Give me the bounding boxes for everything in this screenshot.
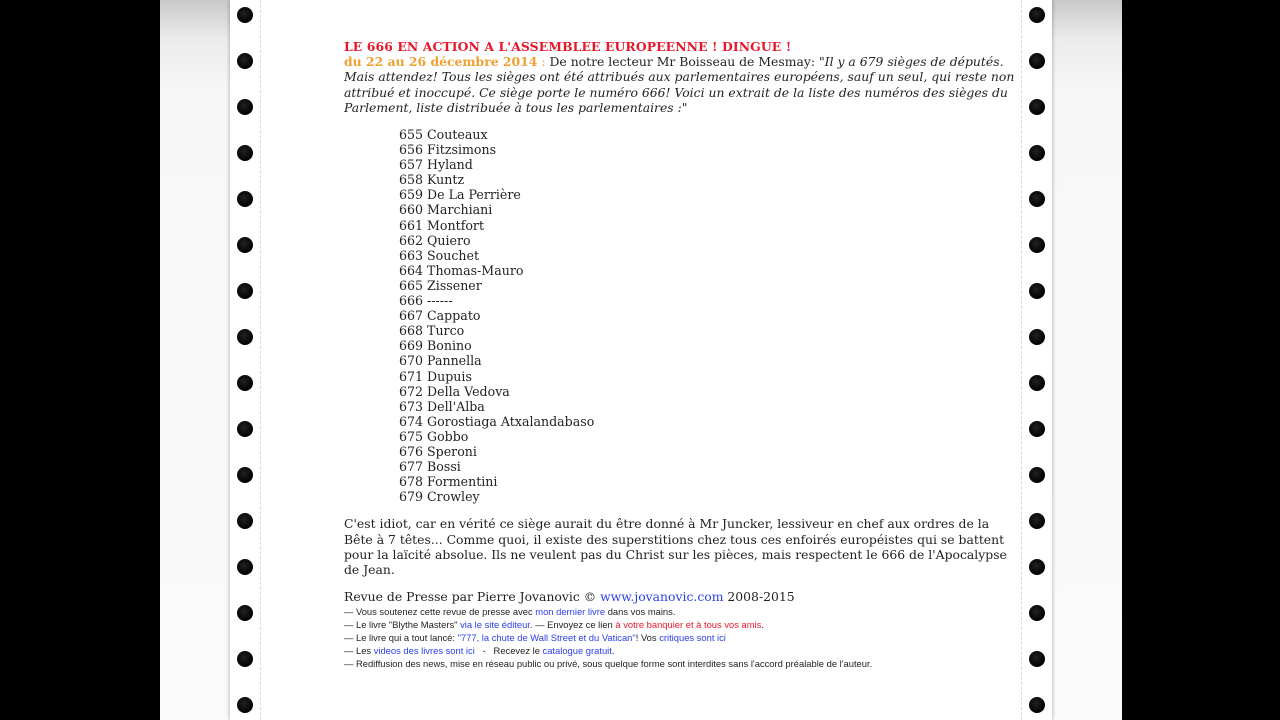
article-conclusion: C'est idiot, car en vérité ce siège aurait du être donné à Mr Juncker, lessiveur en chef aux ordres de la Bête à 7 têtes... Comme quoi, il existe des superstitions chez tous ces enfoirés européistes qui se battent pour la laïcité absolue. Ils ne veulent pas du Christ sur les pièces, mais respectent le 666 de l'Apocalypse de Jean. [344, 516, 1007, 577]
perforation-hole [1029, 375, 1045, 391]
perforation-hole [237, 375, 253, 391]
last-book-link[interactable]: mon dernier livre [535, 606, 606, 618]
publisher-site-link[interactable]: via le site éditeur [460, 619, 530, 631]
perforation-hole [237, 651, 253, 667]
press-review-credit [344, 589, 1016, 604]
perforation-hole [237, 283, 253, 299]
note-copyright: — Rediffusion des news, mise en réseau public ou privé, sous quelque forme sont interdites sans l'accord préalable de l'auteur. [344, 658, 873, 670]
seat-entry: 667 Cappato [399, 308, 481, 324]
note-text: . [611, 645, 615, 657]
note-text: . — Envoyez ce lien [529, 619, 616, 631]
seat-entry: 674 Gorostiaga Atxalandabaso [399, 413, 595, 429]
perforation-hole [1029, 651, 1045, 667]
perforation-hole [1029, 467, 1045, 483]
perforation-hole [1029, 53, 1045, 69]
perforation-hole [237, 191, 253, 207]
reader-quote: "Il y a 679 sièges de députés. Mais attendez! Tous les sièges ont été attribués aux parlementaires européens, sauf un seul, qui reste non attribué et inoccupé. Ce siège porte le numéro 666! Voici un extrait de la liste des numéros des sièges du Parlement, liste distribuée à tous les parlementaires :" [344, 54, 1015, 115]
perforation-hole [1029, 559, 1045, 575]
book-777-link[interactable]: "777, la chute de Wall Street et du Vatican" [457, 632, 636, 644]
perforation-hole [237, 329, 253, 345]
note-text: ! Vos [635, 632, 660, 644]
footer-notes [344, 605, 1016, 670]
perforation-hole [1029, 697, 1045, 713]
date-separator: : [537, 54, 550, 70]
note-support [344, 605, 1016, 618]
perforation-hole [1029, 513, 1045, 529]
article-title: LE 666 EN ACTION A L'ASSEMBLEE EUROPEENNE ! DINGUE ! [344, 39, 792, 54]
seat-entry: 657 Hyland [399, 157, 473, 173]
videos-link[interactable]: videos des livres sont ici [373, 645, 475, 657]
note-text: — Le livre qui a tout lancé: [344, 632, 458, 644]
seat-entry: 679 Crowley [399, 489, 480, 505]
note-text: . [761, 619, 764, 631]
perforation-hole [1029, 605, 1045, 621]
perforation-hole [237, 697, 253, 713]
seat-entry: 662 Quiero [399, 232, 471, 248]
perforation-hole [1029, 7, 1045, 23]
seat-list [399, 127, 1016, 504]
site-link[interactable]: www.jovanovic.com [600, 589, 724, 605]
seat-entry: 672 Della Vedova [399, 383, 510, 399]
perforation-hole [237, 559, 253, 575]
seat-entry: 656 Fitzsimons [399, 142, 497, 158]
note-videos [344, 644, 1016, 657]
perforation-hole [237, 421, 253, 437]
perforation-hole [237, 53, 253, 69]
seat-entry: 665 Zissener [399, 277, 482, 293]
credit-prefix: Revue de Presse par Pierre Jovanovic © [344, 589, 601, 605]
note-text: — Les [344, 645, 374, 657]
seat-entry: 670 Pannella [399, 353, 482, 369]
right-perforation-strip [1021, 0, 1052, 720]
perforation-hole [1029, 237, 1045, 253]
note-text: — Vous soutenez cette revue de presse avec [344, 606, 536, 618]
article-intro [344, 54, 1016, 115]
seat-entry: 671 Dupuis [399, 368, 472, 384]
perforation-hole [237, 145, 253, 161]
credit-years: 2008-2015 [723, 589, 795, 605]
catalogue-link[interactable]: catalogue gratuit [542, 645, 612, 657]
intro-lead: De notre lecteur Mr Boisseau de Mesmay: [549, 54, 819, 70]
note-text: dans vos mains. [605, 606, 676, 618]
seat-entry: 663 Souchet [399, 247, 480, 263]
seat-entry: 666 ------ [399, 293, 453, 309]
perforation-hole [1029, 145, 1045, 161]
seat-entry: 658 Kuntz [399, 172, 465, 188]
perforation-hole [237, 605, 253, 621]
perforation-hole [237, 7, 253, 23]
perforation-hole [1029, 329, 1045, 345]
share-banker-link[interactable]: à votre banquier et à tous vos amis [615, 619, 762, 631]
perforation-hole [237, 467, 253, 483]
viewer-background [160, 0, 1122, 720]
note-text: — Le livre "Blythe Masters" [344, 619, 461, 631]
perforation-hole [1029, 191, 1045, 207]
seat-entry: 668 Turco [399, 323, 465, 339]
note-777-book [344, 631, 1016, 644]
note-text: - Recevez le [474, 645, 543, 657]
perforation-hole [1029, 99, 1045, 115]
seat-entry: 677 Bossi [399, 459, 461, 475]
perforation-hole [1029, 421, 1045, 437]
seat-entry: 660 Marchiani [399, 202, 493, 218]
perforation-hole [237, 99, 253, 115]
perforation-hole [237, 513, 253, 529]
article-date: du 22 au 26 décembre 2014 [344, 54, 538, 70]
seat-entry: 673 Dell'Alba [399, 398, 485, 414]
seat-entry: 675 Gobbo [399, 428, 469, 444]
seat-entry: 669 Bonino [399, 338, 472, 354]
seat-entry: 678 Formentini [399, 474, 498, 490]
seat-entry: 664 Thomas-Mauro [399, 262, 524, 278]
seat-entry: 659 De La Perrière [399, 187, 521, 203]
perforation-hole [237, 237, 253, 253]
reviews-link[interactable]: critiques sont ici [659, 632, 726, 644]
seat-entry: 655 Couteaux [399, 127, 488, 143]
left-perforation-strip [230, 0, 261, 720]
perforation-hole [1029, 283, 1045, 299]
seat-entry: 676 Speroni [399, 443, 477, 459]
note-blythe-masters [344, 618, 1016, 631]
article-body [344, 39, 1016, 670]
seat-entry: 661 Montfort [399, 217, 485, 233]
